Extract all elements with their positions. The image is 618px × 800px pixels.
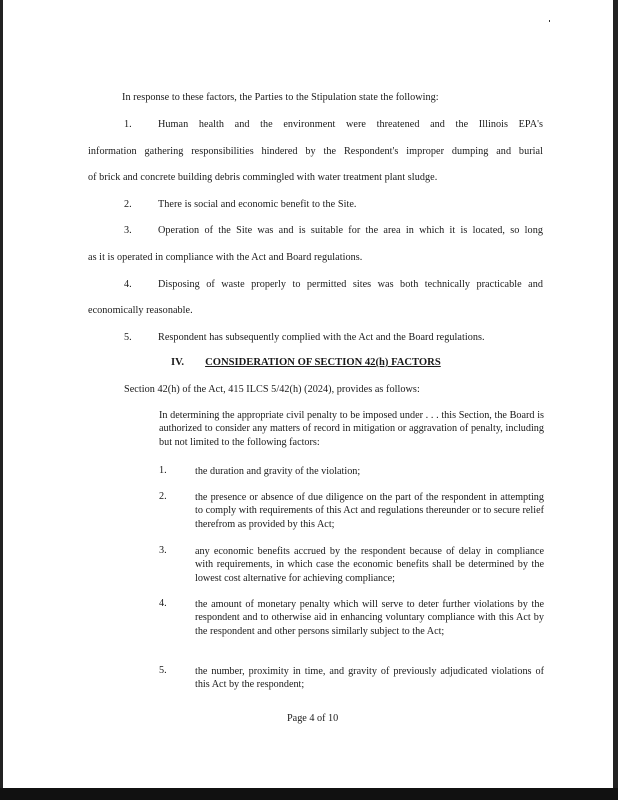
item-4-line-2: economically reasonable. xyxy=(88,305,193,316)
scan-edge-left xyxy=(0,0,3,800)
item-1-number: 1. xyxy=(124,119,132,130)
item-1-line-1: Human health and the environment were threatened and the Illinois EPA's xyxy=(158,119,543,130)
item-2-number: 2. xyxy=(124,199,132,210)
item-5-number: 5. xyxy=(124,332,132,343)
section-intro: Section 42(h) of the Act, 415 ILCS 5/42(h) (2024), provides as follows: xyxy=(124,384,420,395)
factor-2-text: the presence or absence of due diligence on the part of the respondent in attempting to comply with requirements of this Act and regulations thereunder or to secure relief therefrom as provided by this Act; xyxy=(195,492,544,530)
item-4-line-1: Disposing of waste properly to permitted sites was both technically practicable and xyxy=(158,279,543,290)
scan-speck xyxy=(549,20,550,22)
factor-2-number: 2. xyxy=(159,491,167,502)
section-numeral: IV. xyxy=(171,357,185,368)
quote-lead: In determining the appropriate civil penalty to be imposed under . . . this Section, the Board is authorized to consider any matters of record in mitigation or aggravation of penalty, including but not limited to the following factors: xyxy=(159,410,544,448)
intro-sentence: In response to these factors, the Parties to the Stipulation state the following: xyxy=(122,92,439,103)
section-title: CONSIDERATION OF SECTION 42(h) FACTORS xyxy=(205,357,441,368)
item-2-line-1: There is social and economic benefit to the Site. xyxy=(158,199,357,210)
factor-5-text: the number, proximity in time, and gravity of previously adjudicated violations of this Act by the respondent; xyxy=(195,666,544,691)
page-number: Page 4 of 10 xyxy=(287,713,339,724)
factor-4-text: the amount of monetary penalty which will serve to deter further violations by the respondent and to otherwise aid in enhancing voluntary compliance with this Act by the respondent and other persons similarly subject to the Act; xyxy=(195,599,544,637)
factor-4-number: 4. xyxy=(159,598,167,609)
item-1-line-3: of brick and concrete building debris commingled with water treatment plant sludge. xyxy=(88,172,438,183)
section-heading xyxy=(171,357,441,369)
factor-1-number: 1. xyxy=(159,465,167,476)
factor-3-text: any economic benefits accrued by the respondent because of delay in compliance with requirements, in which case the economic benefits shall be determined by the lowest cost alternative for achieving compliance; xyxy=(195,546,544,584)
item-3-line-1: Operation of the Site was and is suitable for the area in which it is located, so long xyxy=(158,225,543,236)
factor-3-number: 3. xyxy=(159,545,167,556)
factor-1-text: the duration and gravity of the violation; xyxy=(195,466,361,477)
item-3-line-2: as it is operated in compliance with the Act and Board regulations. xyxy=(88,252,363,263)
item-5-line-1: Respondent has subsequently complied with the Act and the Board regulations. xyxy=(158,332,485,343)
scan-edge-right xyxy=(613,0,618,800)
item-3-number: 3. xyxy=(124,225,132,236)
item-4-number: 4. xyxy=(124,279,132,290)
item-1-line-2: information gathering responsibilities hindered by the Respondent's improper dumping and burial xyxy=(88,146,543,157)
factor-5-number: 5. xyxy=(159,665,167,676)
scan-edge-bottom xyxy=(0,788,618,800)
